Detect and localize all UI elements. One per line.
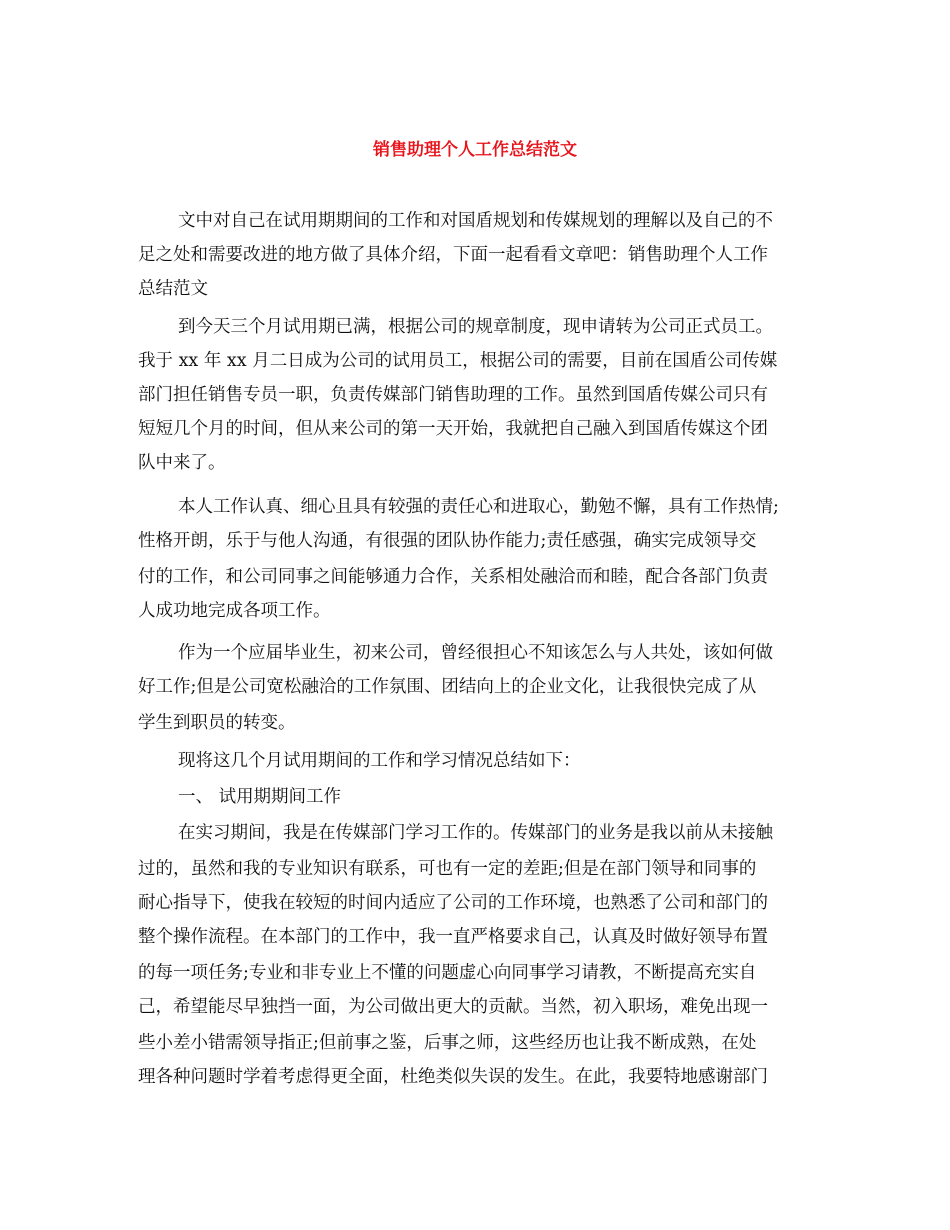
paragraph-line: 己，希望能尽早独挡一面，为公司做出更大的贡献。当然，初入职场，难免出现一 [138, 997, 768, 1017]
paragraph-line: 性格开朗，乐于与他人沟通，有很强的团队协作能力;责任感强，确实完成领导交 [138, 531, 757, 551]
paragraph-line: 我于 xx 年 xx 月二日成为公司的试用员工，根据公司的需要，目前在国盾公司传媒 [138, 351, 778, 371]
paragraph-line: 部门担任销售专员一职，负责传媒部门销售助理的工作。虽然到国盾传媒公司只有 [138, 385, 768, 405]
paragraph-line: 总结范文 [138, 279, 208, 299]
paragraph-line: 学生到职员的转变。 [138, 713, 296, 733]
document-title: 销售助理个人工作总结范文 [373, 140, 577, 160]
paragraph-line: 人成功地完成各项工作。 [138, 601, 331, 621]
paragraph-line: 付的工作，和公司同事之间能够通力合作，关系相处融洽而和睦，配合各部门负责 [138, 567, 768, 587]
paragraph-line: 在实习期间，我是在传媒部门学习工作的。传媒部门的业务是我以前从未接触 [178, 823, 773, 843]
paragraph-line: 整个操作流程。在本部门的工作中，我一直严格要求自己，认真及时做好领导布置 [138, 927, 768, 947]
paragraph-line: 耐心指导下，使我在较短的时间内适应了公司的工作环境，也熟悉了公司和部门的 [138, 893, 768, 913]
paragraph-line: 短短几个月的时间，但从来公司的第一天开始，我就把自己融入到国盾传媒这个团 [138, 419, 768, 439]
section-heading: 一、 试用期期间工作 [178, 787, 342, 807]
paragraph-line: 些小差小错需领导指正;但前事之鉴，后事之师，这些经历也让我不断成熟，在处 [138, 1033, 757, 1053]
paragraph-line: 过的，虽然和我的专业知识有联系，可也有一定的差距;但是在部门领导和同事的 [138, 859, 757, 879]
paragraph-line: 作为一个应届毕业生，初来公司，曾经很担心不知该怎么与人共处，该如何做 [178, 643, 773, 663]
paragraph-line: 的每一项任务;专业和非专业上不懂的问题虚心向同事学习请教，不断提高充实自 [138, 963, 757, 983]
paragraph-line: 足之处和需要改进的地方做了具体介绍，下面一起看看文章吧：销售助理个人工作 [138, 245, 768, 265]
paragraph-line: 理各种问题时学着考虑得更全面，杜绝类似失误的发生。在此，我要特地感谢部门 [138, 1067, 768, 1087]
paragraph-line: 现将这几个月试用期间的工作和学习情况总结如下： [178, 751, 581, 771]
paragraph-line: 到今天三个月试用期已满，根据公司的规章制度，现申请转为公司正式员工。 [178, 317, 773, 337]
paragraph-line: 本人工作认真、细心且具有较强的责任心和进取心，勤勉不懈，具有工作热情; [178, 497, 779, 517]
paragraph-line: 文中对自己在试用期期间的工作和对国盾规划和传媒规划的理解以及自己的不 [178, 211, 773, 231]
paragraph-line: 队中来了。 [138, 453, 226, 473]
paragraph-line: 好工作;但是公司宽松融洽的工作氛围、团结向上的企业文化，让我很快完成了从 [138, 677, 757, 697]
